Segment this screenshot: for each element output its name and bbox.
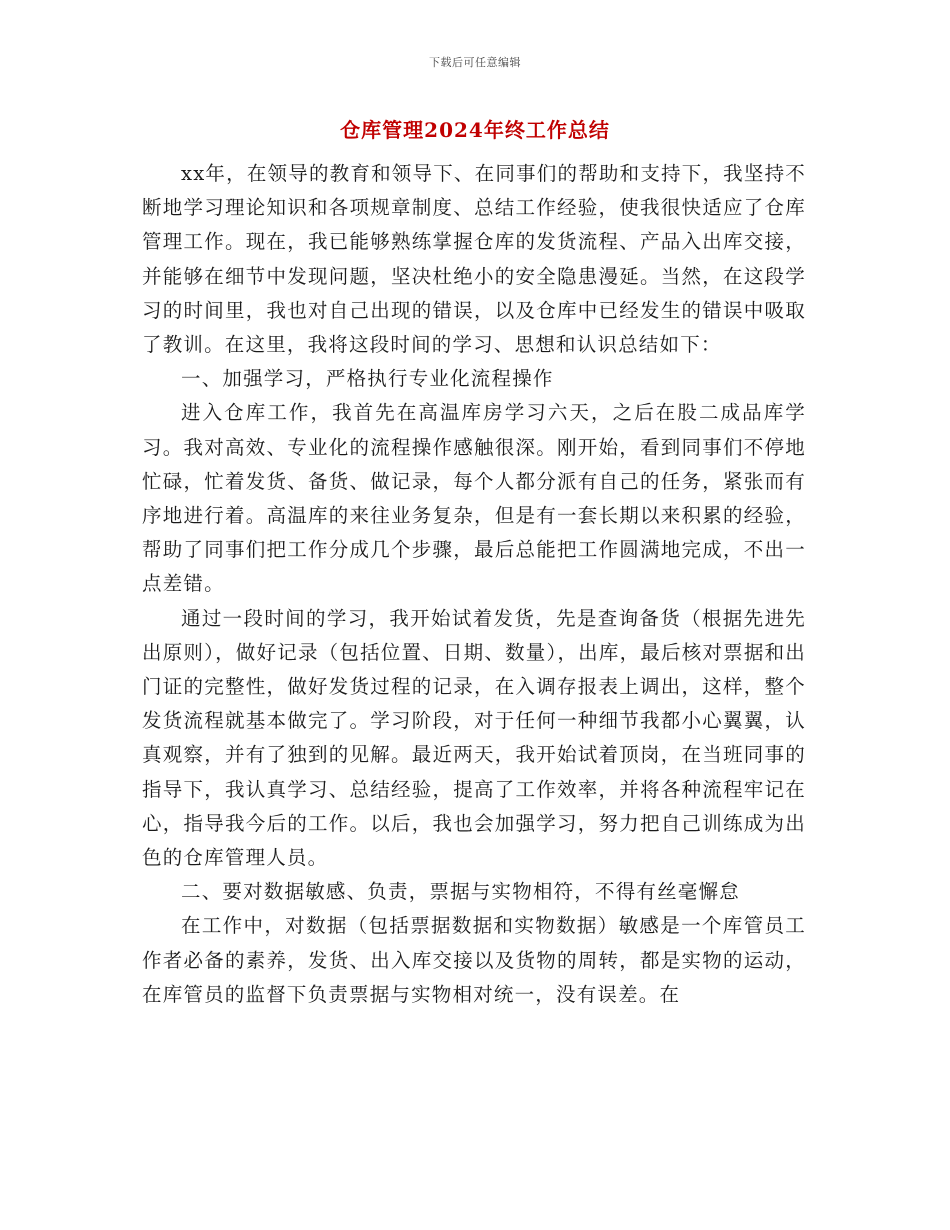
- document-title: 仓库管理2024年终工作总结: [340, 118, 610, 142]
- paragraph-section1-a: 进入仓库工作，我首先在高温库房学习六天，之后在股二成品库学习。我对高效、专业化的流程操作感触很深。刚开始，看到同事们不停地忙碌，忙着发货、备货、做记录，每个人都分派有自己的任务，紧张而有序地进行着。高温库的来往业务复杂，但是有一套长期以来积累的经验，帮助了同事们把工作分成几个步骤，最后总能把工作圆满地完成，不出一点差错。: [142, 401, 806, 596]
- section-heading-1: 一、加强学习，严格执行专业化流程操作: [181, 367, 554, 391]
- paragraph-intro: xx年，在领导的教育和领导下、在同事们的帮助和支持下，我坚持不断地学习理论知识和各项规章制度、总结工作经验，使我很快适应了仓库管理工作。现在，我已能够熟练掌握仓库的发货流程、产品入出库交接，并能够在细节中发现问题，坚决杜绝小的安全隐患漫延。当然，在这段学习的时间里，我也对自己出现的错误，以及仓库中已经发生的错误中吸取了教训。在这里，我将这段时间的学习、思想和认识总结如下：: [142, 162, 806, 357]
- paragraph-section2-a: 在工作中，对数据（包括票据数据和实物数据）敏感是一个库管员工作者必备的素养，发货、出入库交接以及货物的周转，都是实物的运动，在库管员的监督下负责票据与实物相对统一，没有误差。在: [142, 914, 806, 1006]
- section-heading-2: 二、要对数据敏感、负责，票据与实物相符，不得有丝毫懈怠: [181, 880, 740, 904]
- document-body: [142, 157, 806, 1012]
- header-note: 下载后可任意编辑: [429, 56, 521, 69]
- paragraph-section1-b: 通过一段时间的学习，我开始试着发货，先是查询备货（根据先进先出原则），做好记录（包括位置、日期、数量），出库，最后核对票据和出门证的完整性，做好发货过程的记录，在入调存报表上调出，这样，整个发货流程就基本做完了。学习阶段，对于任何一种细节我都小心翼翼，认真观察，并有了独到的见解。最近两天，我开始试着顶岗，在当班同事的指导下，我认真学习、总结经验，提高了工作效率，并将各种流程牢记在心，指导我今后的工作。以后，我也会加强学习，努力把自己训练成为出色的仓库管理人员。: [142, 606, 806, 870]
